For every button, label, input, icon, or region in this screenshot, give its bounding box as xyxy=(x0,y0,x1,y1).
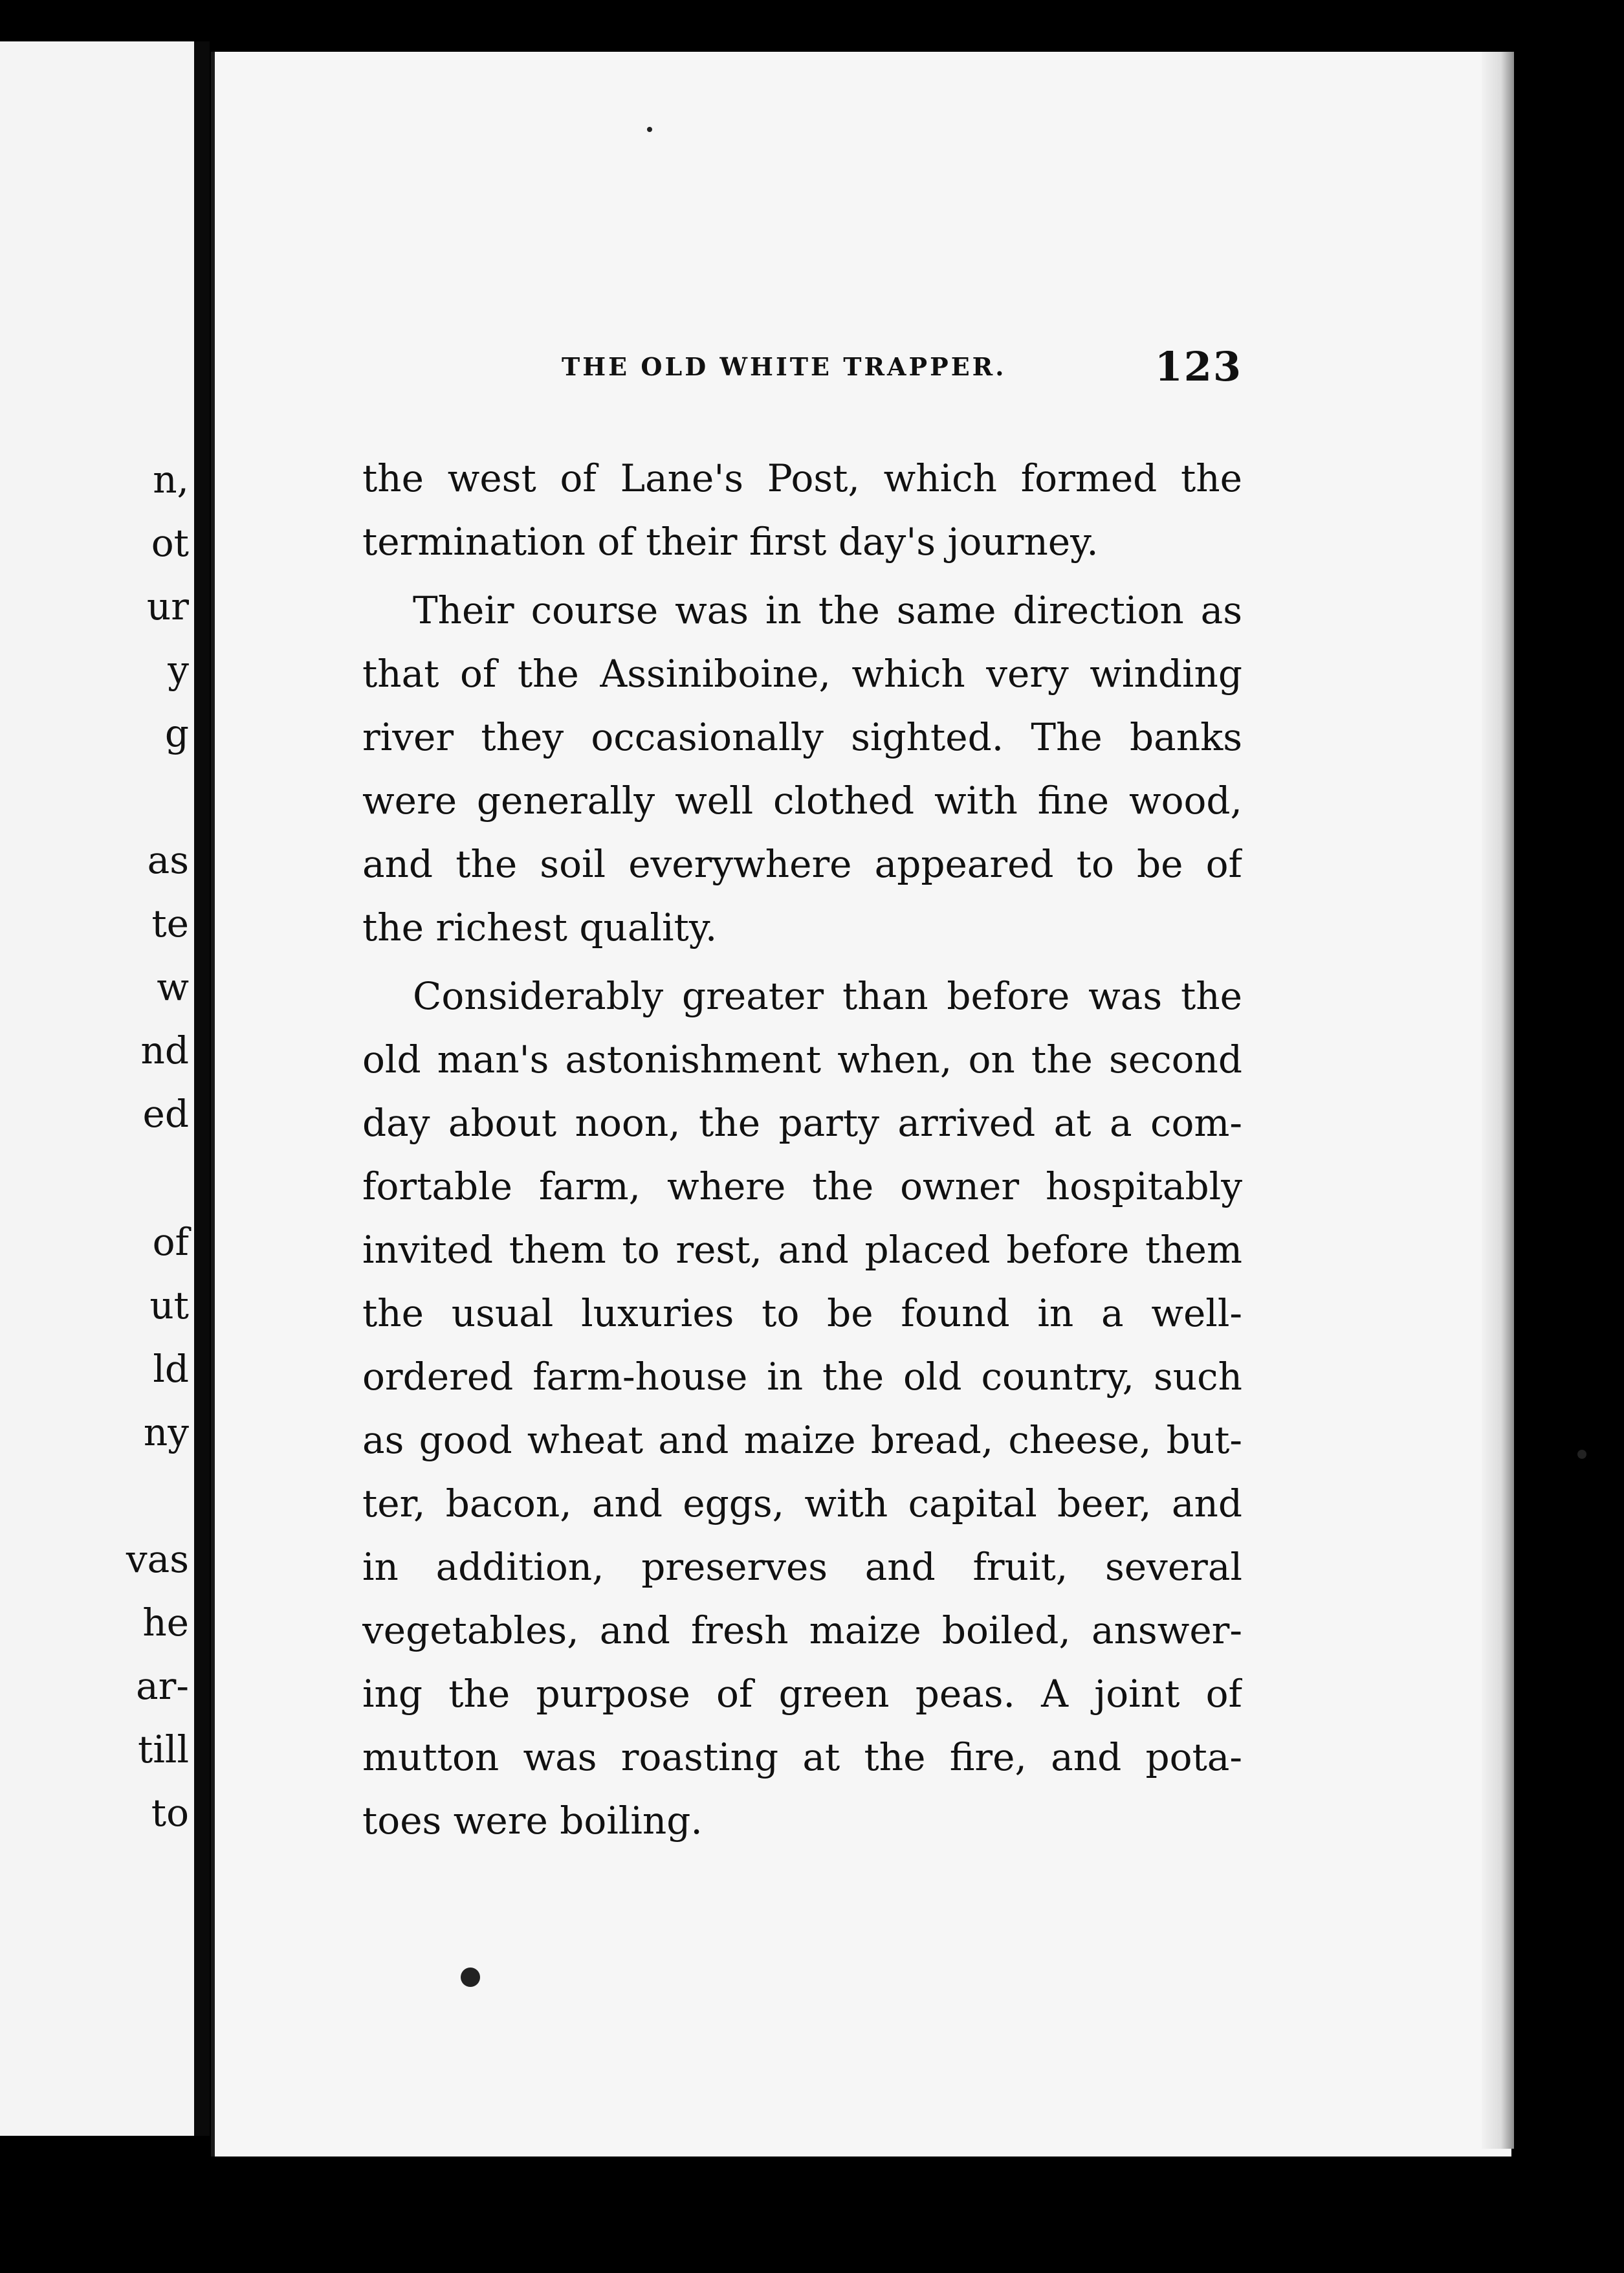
facing-page-line: ar- xyxy=(136,1664,189,1708)
text-line: Their course was in the same direction as xyxy=(413,588,1242,632)
facing-page-line: te xyxy=(151,902,189,946)
facing-page-line: he xyxy=(142,1601,189,1645)
text-line: in addition, preserves and fruit, several xyxy=(362,1545,1242,1589)
ink-speck xyxy=(1577,1450,1586,1459)
text-line: that of the Assiniboine, which very winding xyxy=(362,652,1242,696)
text-line: ing the purpose of green peas. A joint of xyxy=(362,1672,1242,1716)
page-number: 123 xyxy=(1154,343,1242,390)
text-line: ordered farm-house in the old country, such xyxy=(362,1355,1242,1399)
facing-page-line: ny xyxy=(143,1410,189,1454)
page-header xyxy=(550,343,1242,395)
text-line: as good wheat and maize bread, cheese, but- xyxy=(362,1418,1242,1462)
facing-page-line: ut xyxy=(149,1283,189,1327)
page-body xyxy=(362,447,1242,1852)
text-line: the west of Lane's Post, which formed the xyxy=(362,456,1242,500)
facing-page-line: ot xyxy=(151,521,189,565)
facing-page-line: ur xyxy=(146,584,189,628)
paragraph xyxy=(362,964,1242,1852)
text-line: termination of their first day's journey. xyxy=(362,520,1099,564)
facing-page-line: to xyxy=(151,1791,189,1835)
text-line: fortable farm, where the owner hospitably xyxy=(362,1164,1242,1208)
facing-page-line: as xyxy=(147,838,189,882)
facing-page-line: g xyxy=(164,711,189,755)
text-line: were generally well clothed with fine wood, xyxy=(362,779,1242,823)
ink-speck xyxy=(647,127,652,132)
text-line: old man's astonishment when, on the second xyxy=(362,1037,1242,1081)
facing-page-line: w xyxy=(157,965,189,1009)
facing-page-line: ld xyxy=(153,1347,189,1391)
text-line: the usual luxuries to be found in a well- xyxy=(362,1291,1242,1335)
text-line: day about noon, the party arrived at a com- xyxy=(362,1101,1242,1145)
text-line: mutton was roasting at the fire, and pota- xyxy=(362,1735,1242,1779)
facing-page-line: vas xyxy=(126,1537,189,1581)
facing-page-line: till xyxy=(138,1727,189,1771)
book-gutter xyxy=(194,41,210,2136)
facing-page-line: y xyxy=(168,648,189,692)
facing-page-line: ed xyxy=(142,1092,189,1136)
text-line: invited them to rest, and placed before them xyxy=(362,1228,1242,1272)
text-line: and the soil everywhere appeared to be of xyxy=(362,842,1242,886)
facing-page-line: of xyxy=(152,1220,189,1264)
page-edge xyxy=(1482,52,1514,2149)
text-line: toes were boiling. xyxy=(362,1799,703,1843)
ink-speck xyxy=(461,1968,480,1987)
text-line: river they occasionally sighted. The banks xyxy=(362,715,1242,759)
text-line: vegetables, and fresh maize boiled, answer- xyxy=(362,1608,1242,1652)
text-line: the richest quality. xyxy=(362,905,718,949)
paragraph xyxy=(362,447,1242,573)
facing-page-line: n, xyxy=(153,458,189,502)
facing-page-line: nd xyxy=(140,1028,189,1072)
facing-page xyxy=(0,41,194,2136)
text-line: Considerably greater than before was the xyxy=(413,974,1242,1018)
running-title: THE OLD WHITE TRAPPER. xyxy=(562,352,1007,381)
text-line: ter, bacon, and eggs, with capital beer, and xyxy=(362,1481,1242,1525)
paragraph xyxy=(362,579,1242,959)
